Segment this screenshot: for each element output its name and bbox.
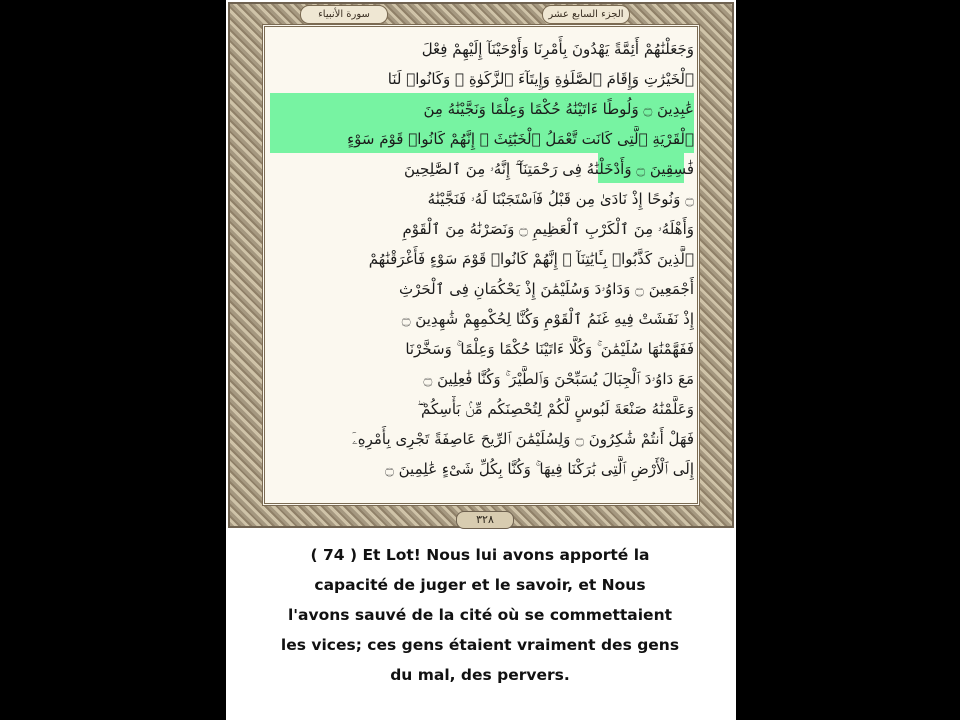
quran-line: فَفَهَّمْنَٰهَا سُلَيْمَٰنَ ۚ وَكُلًّا ءَاتَيْنَا حُكْمًا وَعِلْمًا ۚ وَسَخَّرْنَا <box>405 340 694 358</box>
caption-line: les vices; ces gens étaient vraiment des gens <box>280 636 680 654</box>
quran-line: ٱلَّذِينَ كَذَّبُوا۟ بِـَٔايَٰتِنَآ ۚ إِنَّهُمْ كَانُوا۟ قَوْمَ سَوْءٍ فَأَغْرَقْنَٰهُمْ <box>368 250 694 268</box>
quran-line: وَأَهْلَهُۥ مِنَ ٱلْكَرْبِ ٱلْعَظِيمِ ۝ وَنَصَرْنَٰهُ مِنَ ٱلْقَوْمِ <box>402 220 694 238</box>
caption-line: du mal, des pervers. <box>390 666 570 684</box>
juz-header: الجزء السابع عشر <box>542 5 630 24</box>
quran-line: ۝ وَنُوحًا إِذْ نَادَىٰ مِن قَبْلُ فَٱسْتَجَبْنَا لَهُۥ فَنَجَّيْنَٰهُ <box>427 190 694 208</box>
translation-caption <box>230 540 730 690</box>
caption-line: capacité de juger et le savoir, et Nous <box>314 576 646 594</box>
quran-line: أَجْمَعِينَ ۝ وَدَاوُۥدَ وَسُلَيْمَٰنَ إِذْ يَحْكُمَانِ فِى ٱلْحَرْثِ <box>399 280 694 298</box>
caption-line: ( 74 ) Et Lot! Nous lui avons apporté la <box>310 546 650 564</box>
quran-line: إِذْ نَفَشَتْ فِيهِ غَنَمُ ٱلْقَوْمِ وَكُنَّا لِحُكْمِهِمْ شَٰهِدِينَ ۝ <box>401 310 694 328</box>
quran-line: إِلَى ٱلْأَرْضِ ٱلَّتِى بَٰرَكْنَا فِيهَا ۚ وَكُنَّا بِكُلِّ شَىْءٍ عَٰلِمِينَ ۝ <box>385 460 694 478</box>
caption-line: l'avons sauvé de la cité où se commettaient <box>287 606 673 624</box>
quran-line: وَجَعَلْنَٰهُمْ أَئِمَّةً يَهْدُونَ بِأَمْرِنَا وَأَوْحَيْنَآ إِلَيْهِمْ فِعْلَ <box>421 40 694 58</box>
quran-line: عَٰبِدِينَ ۝ وَلُوطًا ءَاتَيْنَٰهُ حُكْمًا وَعِلْمًا وَنَجَّيْنَٰهُ مِنَ <box>423 100 694 118</box>
page-number: ٣٢٨ <box>456 511 514 529</box>
quran-line: مَعَ دَاوُۥدَ ٱلْجِبَالَ يُسَبِّحْنَ وَٱلطَّيْرَ ۚ وَكُنَّا فَٰعِلِينَ ۝ <box>423 370 694 388</box>
quran-line: فَهَلْ أَنتُمْ شَٰكِرُونَ ۝ وَلِسُلَيْمَٰنَ ٱلرِّيحَ عَاصِفَةً تَجْرِى بِأَمْرِهِۦٓ <box>352 430 694 448</box>
quran-line: ٱلْخَيْرَٰتِ وَإِقَامَ ٱلصَّلَوٰةِ وَإِيتَآءَ ٱلزَّكَوٰةِ ۖ وَكَانُوا۟ لَنَا <box>387 70 694 88</box>
quran-line: وَعَلَّمْنَٰهُ صَنْعَةَ لَبُوسٍ لَّكُمْ لِتُحْصِنَكُم مِّنۢ بَأْسِكُمْ ۖ <box>417 400 694 418</box>
surah-header: سورة الأنبياء <box>300 5 388 24</box>
quran-line: فَٰسِقِينَ ۝ وَأَدْخَلْنَٰهُ فِى رَحْمَتِنَآ ۖ إِنَّهُۥ مِنَ ٱلصَّٰلِحِينَ <box>404 160 694 178</box>
quran-line: ٱلْقَرْيَةِ ٱلَّتِى كَانَت تَّعْمَلُ ٱلْخَبَٰٓئِثَ ۗ إِنَّهُمْ كَانُوا۟ قَوْمَ سَوْءٍ <box>347 130 694 148</box>
